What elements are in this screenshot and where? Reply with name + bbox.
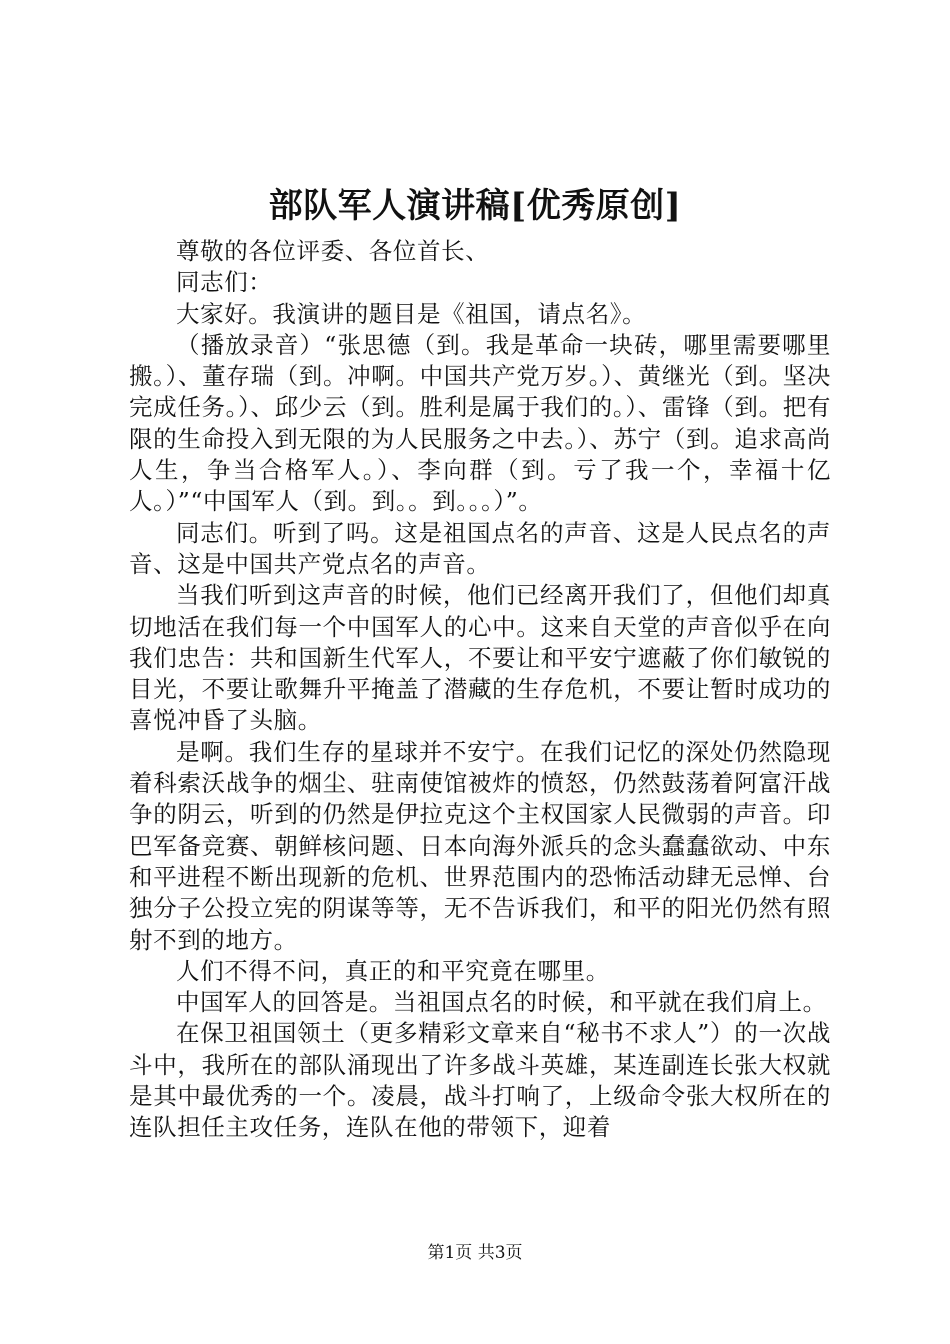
paragraph-topic: 大家好。我演讲的题目是《祖国，请点名》。 [176, 299, 647, 328]
paragraph-battle-story: 在保卫祖国领土（更多精彩文章来自“秘书不求人”）的一次战斗中，我所在的部队涌现出了许多战斗英雄，某连副连长张大权就是其中最优秀的一个。凌晨，战斗打响了，上级命令张大权所在的连队担任主攻任务，连队在他的带领下，迎着 [129, 1019, 831, 1142]
paragraph-answer: 中国军人的回答是。当祖国点名的时候，和平就在我们肩上。 [176, 988, 827, 1017]
paragraph-roll-call: （播放录音）“张思德（到。我是革命一块砖，哪里需要哪里搬。）、董存瑞（到。冲啊。中国共产党万岁。）、黄继光（到。坚决完成任务。）、邱少云（到。胜利是属于我们的。）、雷锋（到。把有限的生命投入到无限的为人民服务之中去。）、苏宁（到。追求高尚人生，争当合格军人。）、李向群（到。亏了我一个，幸福十亿人。）”“中国军人（到。到。。到。。。）”。 [129, 330, 831, 516]
page-title: 部队军人演讲稿[优秀原创] [268, 186, 682, 226]
paragraph-comrades: 同志们： [176, 268, 273, 297]
paragraph-world-situation: 是啊。我们生存的星球并不安宁。在我们记忆的深处仍然隐现着科索沃战争的烟尘、驻南使馆被炸的愤怒，仍然鼓荡着阿富汗战争的阴云，听到的仍然是伊拉克这个主权国家人民微弱的声音。印巴军备竞赛、朝鲜核问题、日本向海外派兵的念头蠢蠢欲动、中东和平进程不断出现新的危机、世界范围内的恐怖活动肆无忌惮、台独分子公投立宪的阴谋等等，无不告诉我们，和平的阳光仍然有照射不到的地方。 [129, 737, 831, 954]
paragraph-greeting: 尊敬的各位评委、各位首长、 [176, 237, 490, 265]
paragraph-voices: 同志们。听到了吗。这是祖国点名的声音、这是人民点名的声音、这是中国共产党点名的声音。 [129, 518, 831, 578]
paragraph-question: 人们不得不问，真正的和平究竟在哪里。 [176, 956, 610, 985]
page-number-footer: 第1页 共3页 [427, 1243, 523, 1263]
paragraph-warning: 当我们听到这声音的时候，他们已经离开我们了，但他们却真切地活在我们每一个中国军人的心中。这来自天堂的声音似乎在向我们忠告：共和国新生代军人，不要让和平安宁遮蔽了你们敏锐的目光，不要让歌舞升平掩盖了潜藏的生存危机，不要让暂时成功的喜悦冲昏了头脑。 [129, 581, 831, 735]
document-body [129, 236, 831, 1144]
